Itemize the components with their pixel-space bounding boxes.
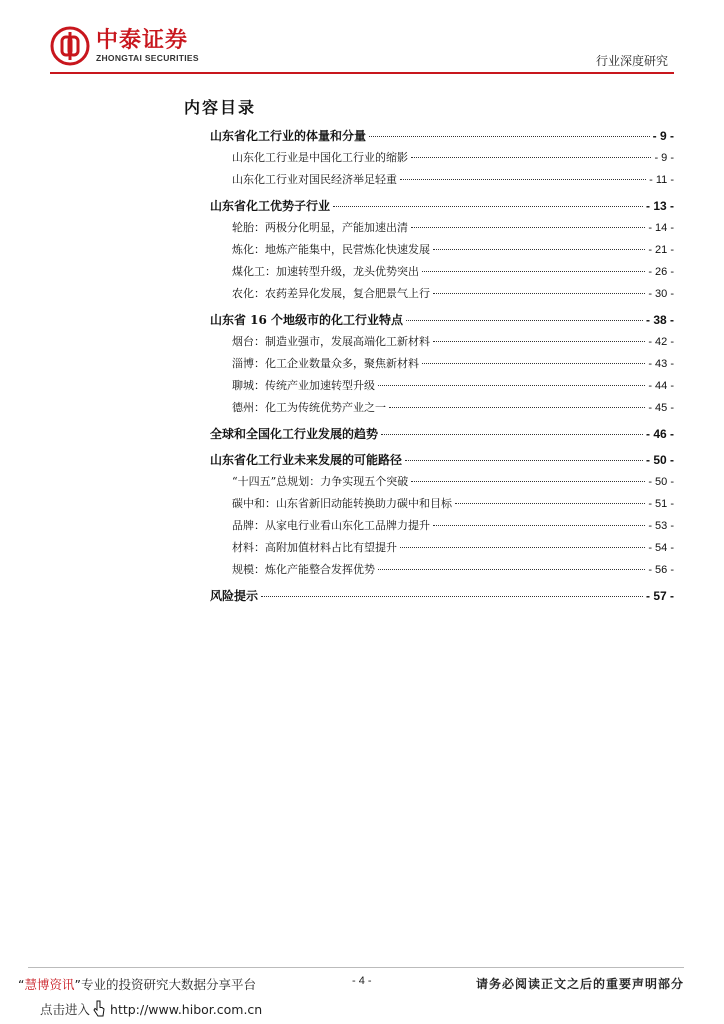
toc-subsection-entry[interactable] xyxy=(210,377,674,399)
toc-subsection-entry[interactable] xyxy=(210,495,674,517)
toc-section-entry[interactable] xyxy=(210,197,674,219)
toc-section-entry[interactable] xyxy=(210,587,674,609)
header-divider xyxy=(50,72,674,74)
toc-entry-page: - 53 - xyxy=(648,520,674,532)
footer-brand xyxy=(18,975,256,993)
footer-link[interactable] xyxy=(40,1000,262,1018)
toc-subsection-entry[interactable] xyxy=(210,561,674,583)
toc-subsection-entry[interactable] xyxy=(210,539,674,561)
toc-dot-leader xyxy=(455,503,645,504)
toc-section-entry[interactable] xyxy=(210,311,674,333)
toc-entry-text: 德州：化工为传统优势产业之一 xyxy=(232,401,386,414)
link-url[interactable]: http://www.hibor.com.cn xyxy=(110,1001,263,1017)
toc-entry-text: 山东省化工行业的体量和分量 xyxy=(210,129,367,143)
toc-entry-page: - 43 - xyxy=(648,358,674,370)
toc-dot-leader xyxy=(433,293,645,294)
toc-dot-leader xyxy=(400,547,645,548)
link-prefix: 点击进入 xyxy=(40,1002,91,1017)
toc-entry-page: - 42 - xyxy=(648,336,674,348)
zhongtai-logo-icon xyxy=(50,26,90,66)
brand-open-quote: “ xyxy=(18,977,25,992)
toc-dot-leader xyxy=(422,271,645,272)
toc-dot-leader xyxy=(400,179,646,180)
toc-entry-text: 山东省化工行业未来发展的可能路径 xyxy=(210,453,403,467)
toc-dot-leader xyxy=(411,481,645,482)
toc-dot-leader xyxy=(378,385,645,386)
toc-entry-text: 煤化工：加速转型升级，龙头优势突出 xyxy=(232,265,419,278)
toc-entry-page: - 44 - xyxy=(648,380,674,392)
toc-entry-page: - 51 - xyxy=(648,498,674,510)
company-logo xyxy=(50,26,199,66)
toc-subsection-entry[interactable] xyxy=(210,285,674,307)
toc-entry-page: - 21 - xyxy=(648,244,674,256)
toc-entry-text: 轮胎：两极分化明显，产能加速出清 xyxy=(232,221,408,234)
toc-entry-text: 风险提示 xyxy=(210,589,259,603)
toc-entry-page: - 9 - xyxy=(654,152,674,164)
disclaimer-notice: 请务必阅读正文之后的重要声明部分 xyxy=(475,977,684,991)
toc-section-entry[interactable] xyxy=(210,451,674,473)
toc-title: 内容目录 xyxy=(184,98,257,117)
toc-entry-text: 品牌：从家电行业看山东化工品牌力提升 xyxy=(232,519,430,532)
toc-entry-page: - 54 - xyxy=(648,542,674,554)
report-type: 行业深度研究 xyxy=(595,54,668,68)
toc-subsection-entry[interactable] xyxy=(210,399,674,421)
toc-dot-leader xyxy=(333,206,643,207)
brand-tagline: ”专业的投资研究大数据分享平台 xyxy=(74,977,256,992)
toc-dot-leader xyxy=(381,434,643,435)
company-name-en: ZHONGTAI SECURITIES xyxy=(96,53,199,63)
toc-subsection-entry[interactable] xyxy=(210,473,674,495)
toc-entry-text: 山东省化工优势子行业 xyxy=(210,199,331,213)
toc-subsection-entry[interactable] xyxy=(210,333,674,355)
toc-entry-text: 山东省 16 个地级市的化工行业特点 xyxy=(210,313,404,327)
toc-entry-text: 山东化工行业是中国化工行业的缩影 xyxy=(232,151,408,164)
toc-dot-leader xyxy=(389,407,645,408)
toc-entry-page: - 56 - xyxy=(648,564,674,576)
toc-subsection-entry[interactable] xyxy=(210,517,674,539)
toc-entry-text: 碳中和：山东省新旧动能转换助力碳中和目标 xyxy=(232,497,452,510)
hand-cursor-icon xyxy=(92,1000,106,1018)
toc-entry-page: - 11 - xyxy=(649,174,674,186)
toc-entry-text: “十四五”总规划：力争实现五个突破 xyxy=(232,475,409,488)
toc-entry-page: - 45 - xyxy=(648,402,674,414)
toc-dot-leader xyxy=(433,525,645,526)
toc-entry-text: 规模：炼化产能整合发挥优势 xyxy=(232,563,375,576)
toc-section-entry[interactable] xyxy=(210,425,674,447)
toc-dot-leader xyxy=(422,363,645,364)
toc-dot-leader xyxy=(405,460,643,461)
toc-subsection-entry[interactable] xyxy=(210,241,674,263)
toc-dot-leader xyxy=(369,136,650,137)
toc-dot-leader xyxy=(433,249,645,250)
toc-subsection-entry[interactable] xyxy=(210,263,674,285)
brand-name: 慧博资讯 xyxy=(24,977,75,992)
toc-entry-page: - 57 - xyxy=(645,589,674,603)
toc-subsection-entry[interactable] xyxy=(210,149,674,171)
toc-entry-page: - 50 - xyxy=(648,476,674,488)
toc-entry-text: 炼化：地炼产能集中，民营炼化快速发展 xyxy=(232,243,430,256)
toc-entry-page: - 30 - xyxy=(648,288,674,300)
toc-dot-leader xyxy=(411,227,645,228)
toc-section-entry[interactable] xyxy=(210,127,674,149)
toc-entry-page: - 14 - xyxy=(648,222,674,234)
toc-entry-text: 全球和全国化工行业发展的趋势 xyxy=(210,427,379,441)
toc-dot-leader xyxy=(433,341,645,342)
toc-dot-leader xyxy=(378,569,645,570)
table-of-contents xyxy=(210,127,674,609)
toc-subsection-entry[interactable] xyxy=(210,171,674,193)
toc-dot-leader xyxy=(261,596,643,597)
toc-entry-page: - 50 - xyxy=(645,453,674,467)
toc-subsection-entry[interactable] xyxy=(210,219,674,241)
company-name-cn: 中泰证券 xyxy=(96,28,189,53)
toc-entry-text: 淄博：化工企业数量众多，聚焦新材料 xyxy=(232,357,419,370)
toc-entry-text: 烟台：制造业强市，发展高端化工新材料 xyxy=(232,335,430,348)
toc-entry-page: - 38 - xyxy=(645,313,674,327)
toc-entry-text: 山东化工行业对国民经济举足轻重 xyxy=(232,173,397,186)
toc-entry-text: 聊城：传统产业加速转型升级 xyxy=(232,379,375,392)
toc-dot-leader xyxy=(406,320,643,321)
toc-entry-page: - 9 - xyxy=(652,129,674,143)
toc-entry-text: 农化：农药差异化发展，复合肥景气上行 xyxy=(232,287,430,300)
toc-subsection-entry[interactable] xyxy=(210,355,674,377)
page-number: - 4 - xyxy=(352,975,372,987)
toc-entry-page: - 13 - xyxy=(645,199,674,213)
toc-dot-leader xyxy=(411,157,651,158)
toc-entry-page: - 26 - xyxy=(648,266,674,278)
footer-divider xyxy=(28,967,684,968)
toc-entry-text: 材料：高附加值材料占比有望提升 xyxy=(232,541,397,554)
toc-entry-page: - 46 - xyxy=(645,427,674,441)
